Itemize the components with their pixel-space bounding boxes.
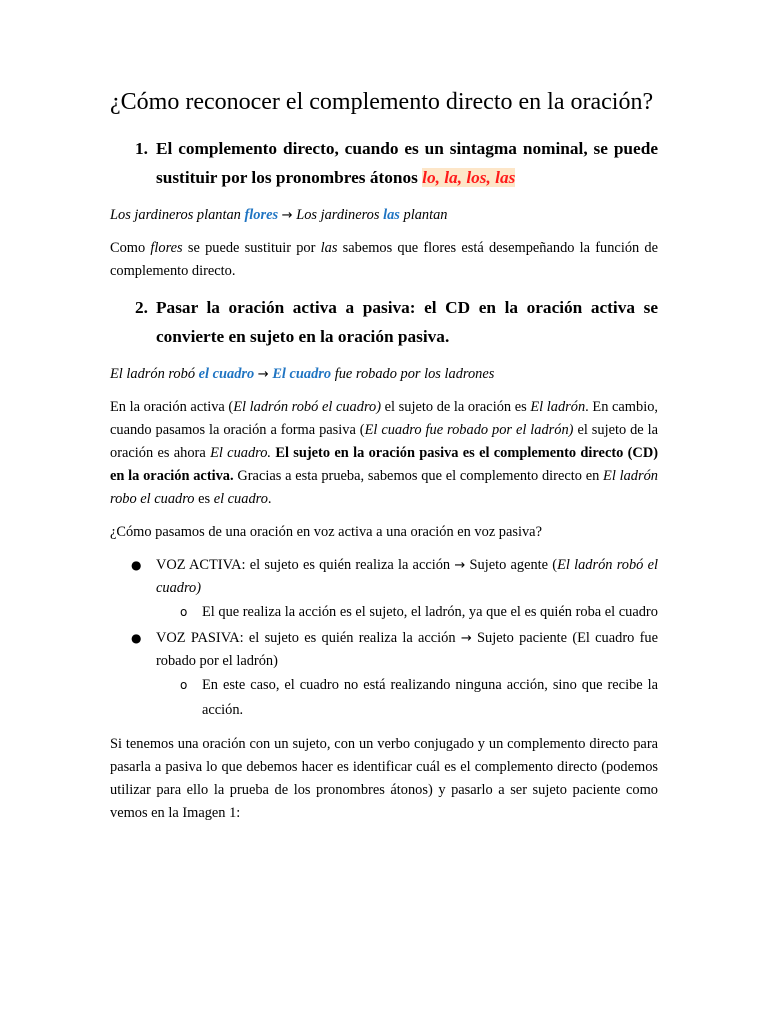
explanation-1-t3: sabemos que flores está desempeñando la función de complemento directo. bbox=[110, 240, 658, 279]
closing-paragraph: Si tenemos una oración con un sujeto, con un verbo conjugado y un complemento directo para pasarla a pasiva lo que debemos hacer es identificar cuál es el complemento directo (podemos utilizar para ello la prueba de los pronombres átonos) y pasarlo a ser sujeto paciente como vemos en la Imagen 1: bbox=[110, 736, 658, 821]
right-arrow-icon: → bbox=[460, 631, 472, 646]
right-arrow-icon: → bbox=[281, 208, 293, 223]
explanation-2-t7: . bbox=[267, 491, 272, 507]
section-2-heading-text: Pasar la oración activa a pasiva: el CD en la oración activa se convierte en sujeto en la oración pasiva. bbox=[156, 298, 658, 346]
voice-bullet-list bbox=[110, 554, 658, 723]
explanation-2-t3: . En cambio, cuando pasamos la oración a forma pasiva ( bbox=[110, 399, 658, 438]
pronoun-highlight: lo, la, los, las bbox=[422, 168, 516, 187]
example-1-word-b: las bbox=[383, 207, 400, 223]
explanation-2-t1: En la oración activa ( bbox=[110, 399, 234, 415]
explanation-1-i1: flores bbox=[150, 240, 183, 256]
document-page bbox=[110, 82, 658, 835]
example-1-part3: plantan bbox=[403, 207, 448, 223]
section-2-number: 2. bbox=[135, 298, 148, 317]
right-arrow-icon: → bbox=[454, 558, 466, 573]
bullet-1-sub-text: El que realiza la acción es el sujeto, el ladrón, ya que el es quién roba el cuadro bbox=[202, 604, 658, 620]
bullet-2-sub-text: En este caso, el cuadro no está realizando ninguna acción, sino que recibe la acción. bbox=[202, 677, 658, 718]
right-arrow-icon: → bbox=[257, 367, 269, 382]
explanation-1-t1: Como bbox=[110, 240, 146, 256]
explanation-2-i3: El cuadro fue robado por el ladrón) bbox=[364, 422, 574, 438]
sub-list bbox=[156, 673, 658, 723]
explanation-2-t4: el sujeto de la oración es ahora bbox=[110, 422, 659, 461]
hollow-bullet-icon: o bbox=[180, 678, 188, 692]
bullet-2-text: VOZ PASIVA: el sujeto es quién realiza la acción bbox=[156, 630, 456, 646]
explanation-2-i4: El cuadro. bbox=[210, 445, 272, 461]
example-1-word-a: flores bbox=[244, 207, 279, 223]
section-1-heading-text bbox=[156, 134, 658, 192]
page-title: ¿Cómo reconocer el complemento directo en la oración? bbox=[110, 89, 654, 115]
section-1-number: 1. bbox=[135, 139, 148, 158]
bullet-1-italic: El ladrón robó el cuadro) bbox=[156, 557, 658, 596]
bullet-2-after: Sujeto paciente (El cuadro fue robado por el ladrón) bbox=[156, 630, 658, 669]
explanation-2 bbox=[110, 396, 658, 511]
section-1-heading-body: El complemento directo, cuando es un sintagma nominal, se puede sustituir por los pronombres átonos bbox=[156, 139, 658, 187]
explanation-2-i6: el cuadro bbox=[213, 491, 268, 507]
explanation-2-bold: El sujeto en la oración pasiva es el complemento directo (CD) en la oración activa. bbox=[110, 445, 659, 484]
list-item bbox=[110, 627, 658, 723]
explanation-2-i2: El ladrón bbox=[530, 399, 586, 415]
filled-bullet-icon: ● bbox=[131, 558, 142, 572]
example-2-word-b: El cuadro bbox=[272, 366, 332, 382]
explanation-1-i2: las bbox=[320, 240, 338, 256]
example-1-part2: Los jardineros bbox=[296, 207, 380, 223]
list-item bbox=[156, 673, 658, 723]
example-1 bbox=[110, 204, 658, 227]
section-2-heading bbox=[110, 293, 658, 351]
list-item bbox=[156, 600, 658, 625]
bullet-1-text: VOZ ACTIVA: el sujeto es quién realiza la acción bbox=[156, 557, 451, 573]
explanation-2-t5: Gracias a esta prueba, sabemos que el complemento directo en bbox=[237, 468, 600, 484]
example-2-word-a: el cuadro bbox=[198, 366, 255, 382]
explanation-2-t2: el sujeto de la oración es bbox=[384, 399, 527, 415]
list-item bbox=[110, 554, 658, 625]
question-paragraph: ¿Cómo pasamos de una oración en voz activa a una oración en voz pasiva? bbox=[110, 524, 542, 540]
section-1-heading bbox=[110, 134, 658, 192]
hollow-bullet-icon: o bbox=[180, 605, 188, 619]
example-2 bbox=[110, 363, 658, 386]
sub-list bbox=[156, 600, 658, 625]
explanation-1-t2: se puede sustituir por bbox=[187, 240, 316, 256]
explanation-1 bbox=[110, 237, 658, 283]
example-2-part2: fue robado por los ladrones bbox=[334, 366, 495, 382]
example-1-part1: Los jardineros plantan bbox=[110, 207, 241, 223]
example-2-part1: El ladrón robó bbox=[110, 366, 196, 382]
explanation-2-i1: El ladrón robó el cuadro) bbox=[233, 399, 382, 415]
explanation-2-t6: es bbox=[198, 491, 211, 507]
bullet-1-after: Sujeto agente ( bbox=[469, 557, 558, 573]
explanation-2-i5: El ladrón robo el cuadro bbox=[110, 468, 658, 507]
filled-bullet-icon: ● bbox=[131, 631, 142, 645]
